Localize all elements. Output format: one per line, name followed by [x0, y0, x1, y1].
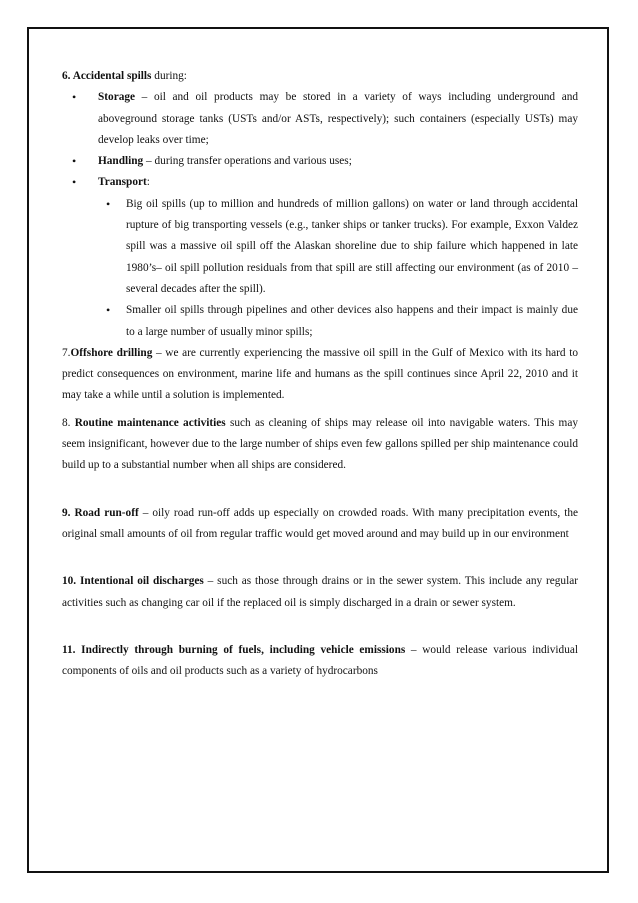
transport-label: Transport	[98, 176, 147, 189]
section-9-title: 9. Road run-off	[62, 506, 139, 519]
transport-colon: :	[146, 176, 150, 189]
storage-text: – oil and oil products may be stored in a variety of ways including underground and aboveground storage tanks (USTs and/or ASTs, respectively); such containers (especially USTs) may develop leaks over time;	[98, 91, 578, 146]
section-6-title: Accidental spills	[72, 70, 152, 82]
handling-text: – during transfer operations and various uses;	[143, 155, 352, 168]
section-10-text: – such as those through drains or in the sewer system. This include any regular activities such as changing car oil if the replaced oil is simply discharged in a drain or sewer system.	[62, 575, 578, 609]
section-7-number: 7.	[62, 346, 71, 359]
list-item-storage	[98, 87, 578, 151]
section-7-title: Offshore drilling	[70, 346, 153, 359]
section-7	[62, 343, 578, 407]
transport-sublist	[98, 194, 578, 343]
section-6-number: 6.	[62, 70, 73, 82]
section-6-list	[62, 87, 578, 343]
section-8-title: Routine maintenance activities	[74, 416, 226, 429]
section-10	[62, 571, 578, 614]
section-11-title: 11. Indirectly through burning of fuels, including vehicle emissions	[62, 643, 406, 656]
section-11-text: – would release various individual components of oils and oil products such as a variety of hydrocarbons	[62, 643, 578, 678]
section-11	[62, 640, 578, 683]
section-6-heading	[62, 66, 578, 87]
section-10-title: 10. Intentional oil discharges	[62, 575, 204, 588]
section-9	[62, 503, 578, 546]
list-item-big-spills: • Big oil spills (up to million and hundreds of million gallons) on water or land through accidental rupture of big transporting vessels (e.g., tanker ships or tanker trucks). For example, Exxon Valdez spill was a massive oil spill off the Alaskan shoreline due to ship failure which happened in late 1980’s– oil spill pollution residuals from that spill are still affecting our environment (as of 2010 – several decades after the spill).	[126, 194, 578, 300]
section-8-number: 8.	[62, 416, 75, 429]
section-8	[62, 413, 578, 477]
list-item-transport	[98, 172, 578, 342]
section-6-intro: during:	[151, 70, 187, 82]
section-8-text: such as cleaning of ships may release oil into navigable waters. This may seem insignificant, however due to the large number of ships even few gallons spilled per ship maintenance could build up to a substantial number when all ships are considered.	[62, 416, 578, 472]
list-item-handling	[98, 151, 578, 172]
storage-label: Storage	[98, 91, 136, 104]
section-7-text: – we are currently experiencing the massive oil spill in the Gulf of Mexico with its hard to predict consequences on environment, marine life and humans as the spill continues since April 22, 2010 and it may take a while until a solution is implemented.	[62, 346, 578, 402]
document-body	[62, 66, 578, 682]
section-9-text: – oily road run-off adds up especially on crowded roads. With many precipitation events, the original small amounts of oil from regular traffic would get moved around and may build up in our environment	[62, 506, 578, 540]
handling-label: Handling	[98, 155, 144, 168]
list-item-small-spills: • Smaller oil spills through pipelines and other devices also happens and their impact is mainly due to a large number of usually minor spills;	[126, 300, 578, 343]
